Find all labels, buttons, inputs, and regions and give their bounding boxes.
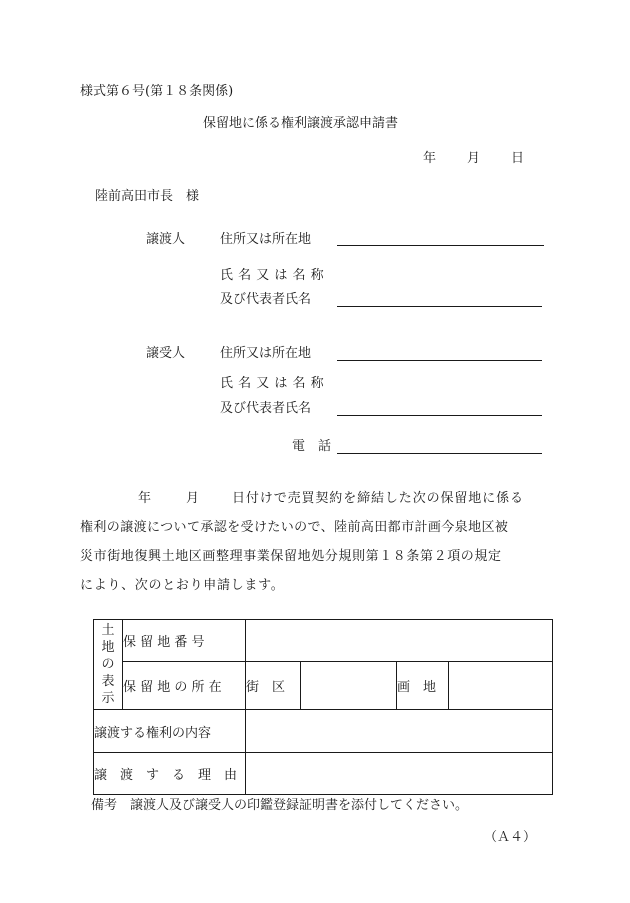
transferor-name-label-1: 氏 名 又 は 名 称 <box>220 268 325 283</box>
land-table <box>93 619 553 795</box>
parcel-label: 画 地 <box>397 662 449 710</box>
transferor-address-field[interactable] <box>337 245 544 246</box>
form-number: 様式第６号(第１８条関係) <box>80 84 234 99</box>
lot-number-label: 保 留 地 番 号 <box>123 620 246 662</box>
paragraph-line-4: により、次のとおり申請します。 <box>80 578 285 593</box>
transferee-heading: 譲受人 <box>146 346 186 361</box>
date-month: 月 <box>467 151 481 166</box>
paragraph-year: 年 <box>138 491 152 506</box>
location-label: 保 留 地 の 所 在 <box>123 662 246 710</box>
block-field[interactable] <box>301 662 397 710</box>
land-display-char: 示 <box>101 691 115 706</box>
transferee-name-label-2: 及び代表者氏名 <box>220 401 312 416</box>
paragraph-line-2: 権利の譲渡について承認を受けたいので、陸前高田都市計画今泉地区被 <box>80 520 509 535</box>
parcel-field[interactable] <box>449 662 553 710</box>
paragraph-line-1: 日付けで売買契約を締結した次の保留地に係る <box>232 491 524 506</box>
transferor-address-label: 住所又は所在地 <box>220 232 312 247</box>
remarks-note: 備考 譲渡人及び譲受人の印鑑登録証明書を添付してください。 <box>91 798 469 813</box>
transferee-name-field[interactable] <box>337 415 542 416</box>
lot-number-field[interactable] <box>246 620 553 662</box>
land-display-char: の <box>101 657 115 672</box>
transferee-name-label-1: 氏 名 又 は 名 称 <box>220 376 325 391</box>
table-row <box>94 753 553 795</box>
transferee-address-label: 住所又は所在地 <box>220 346 312 361</box>
table-row <box>94 620 553 662</box>
paragraph-month: 月 <box>186 491 200 506</box>
reason-label: 譲 渡 す る 理 由 <box>94 753 246 795</box>
land-display-char: 表 <box>101 674 115 689</box>
land-display-char: 地 <box>101 640 115 655</box>
form-title: 保留地に係る権利譲渡承認申請書 <box>203 116 399 131</box>
paragraph-line-3: 災市街地復興土地区画整理事業保留地処分規則第１８条第２項の規定 <box>80 549 502 564</box>
date-day: 日 <box>511 151 525 166</box>
rights-field[interactable] <box>246 710 553 753</box>
transferor-name-label-2: 及び代表者氏名 <box>220 292 312 307</box>
transferee-address-field[interactable] <box>337 360 542 361</box>
block-label: 街 区 <box>246 662 301 710</box>
transferee-phone-label: 電 話 <box>292 439 332 454</box>
land-display-label <box>94 620 123 710</box>
transferee-phone-field[interactable] <box>337 453 542 454</box>
transferor-name-field[interactable] <box>337 306 542 307</box>
table-row <box>94 662 553 710</box>
transferor-heading: 譲渡人 <box>146 232 186 247</box>
paper-size: （Ａ４） <box>484 830 537 845</box>
date-year: 年 <box>423 151 437 166</box>
reason-field[interactable] <box>246 753 553 795</box>
addressee: 陸前高田市長 様 <box>95 189 200 204</box>
table-row <box>94 710 553 753</box>
land-display-char: 土 <box>101 623 115 638</box>
rights-label: 譲渡する権利の内容 <box>94 710 246 753</box>
